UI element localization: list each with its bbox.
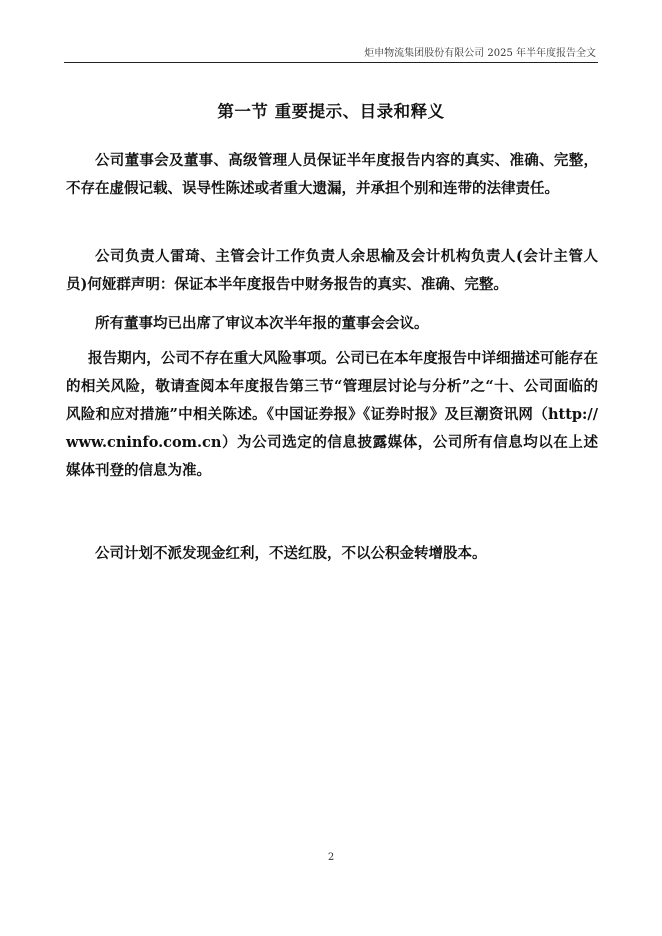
paragraph-directors-attendance: 所有董事均已出席了审议本次半年报的董事会会议。 (95, 315, 429, 332)
page-number: 2 (327, 852, 335, 863)
section-title: 第一节 重要提示、目录和释义 (217, 102, 445, 121)
header-divider (64, 62, 598, 63)
running-header: 炬申物流集团股份有限公司 2025 年半年度报告全文 (364, 48, 596, 59)
paragraph-dividend-plan: 公司计划不派发现金红利，不送红股，不以公积金转增股本。 (95, 545, 487, 562)
paragraph-risk-disclosure: 报告期内，公司不存在重大风险事项。公司已在本年度报告中详细描述可能存在的相关风险，敬请查阅本年度报告第三节“管理层讨论与分析”之“十、公司面临的风险和应对措施”中相关陈述。《中国证券报》《证券时报》及巨潮资讯网（http://www.cninfo.com.cn）为公司选定的信息披露媒体，公司所有信息均以在上述媒体刊登的信息为准。 (66, 350, 598, 479)
paragraph-board-guarantee: 公司董事会及董事、高级管理人员保证半年度报告内容的真实、准确、完整，不存在虚假记载、误导性陈述或者重大遗漏，并承担个别和连带的法律责任。 (66, 152, 598, 197)
paragraph-responsible-persons-statement: 公司负责人雷琦、主管会计工作负责人余思榆及会计机构负责人(会计主管人员)何娅群声明：保证本半年度报告中财务报告的真实、准确、完整。 (66, 248, 598, 293)
